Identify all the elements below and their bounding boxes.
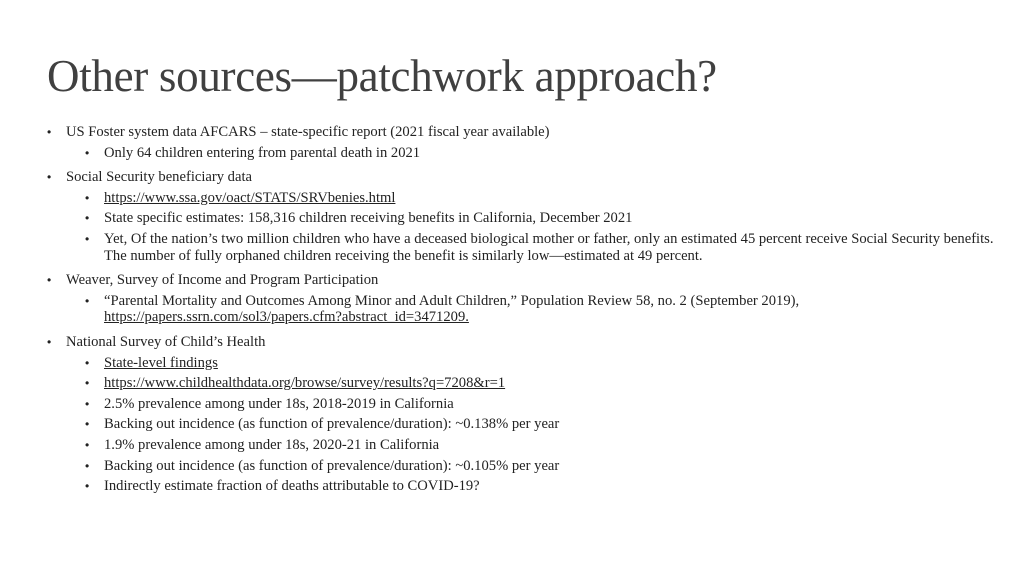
sub-bullet xyxy=(85,396,997,413)
sub-bullet xyxy=(85,437,997,454)
slide-body xyxy=(47,124,997,503)
sub-bullet-list xyxy=(66,190,997,264)
sub-bullet-list xyxy=(66,355,997,495)
sub-bullet-text: Yet, Of the nation’s two million children who have a deceased biological mother or father, only an estimated 45 percent receive Social Security benefits. The number of fully orphaned children receiving the benefit is similarly low—estimated at 49 percent. xyxy=(104,230,994,264)
sub-bullet-text: 2.5% prevalence among under 18s, 2018-2019 in California xyxy=(104,395,454,412)
sub-bullet xyxy=(85,375,997,392)
sub-bullet-list xyxy=(66,293,997,326)
bullet-text: National Survey of Child’s Health xyxy=(66,333,266,350)
childhealthdata-link[interactable]: https://www.childhealthdata.org/browse/survey/results?q=7208&r=1 xyxy=(104,375,506,392)
citation-text: “Parental Mortality and Outcomes Among Minor and Adult Children,” Population Review 58, no. 2 (September 2019), xyxy=(104,292,800,309)
sub-bullet-text: State specific estimates: 158,316 children receiving benefits in California, December 2021 xyxy=(104,210,633,227)
sub-bullet-text: Backing out incidence (as function of prevalence/duration): ~0.105% per year xyxy=(104,457,560,474)
bullet-text: Social Security beneficiary data xyxy=(66,169,252,186)
sub-bullet-text: Indirectly estimate fraction of deaths attributable to COVID-19? xyxy=(104,478,480,495)
sub-bullet xyxy=(85,416,997,433)
ssa-link[interactable]: https://www.ssa.gov/oact/STATS/SRVbenies.html xyxy=(104,189,396,206)
sub-bullet xyxy=(85,355,997,372)
bullet-nsch xyxy=(47,334,997,495)
state-level-findings-link[interactable]: State-level findings xyxy=(104,354,218,371)
sub-bullet xyxy=(85,458,997,475)
bullet-text: US Foster system data AFCARS – state-specific report (2021 fiscal year available) xyxy=(66,124,550,140)
sub-bullet xyxy=(85,145,997,162)
sub-bullet xyxy=(85,293,997,326)
sub-bullet-text: Backing out incidence (as function of prevalence/duration): ~0.138% per year xyxy=(104,416,560,433)
ssrn-link[interactable]: https://papers.ssrn.com/sol3/papers.cfm?abstract_id=3471209. xyxy=(104,309,469,326)
sub-bullet-text: Only 64 children entering from parental death in 2021 xyxy=(104,144,421,161)
sub-bullet xyxy=(85,190,997,207)
bullet-social-security xyxy=(47,169,997,264)
sub-bullet-list xyxy=(66,145,997,162)
bullet-afcars xyxy=(47,124,997,161)
sub-bullet-text: 1.9% prevalence among under 18s, 2020-21 in California xyxy=(104,436,440,453)
bullet-list xyxy=(47,124,997,495)
sub-bullet xyxy=(85,478,997,495)
bullet-weaver xyxy=(47,272,997,326)
slide-title: Other sources—patchwork approach? xyxy=(47,51,717,101)
sub-bullet xyxy=(85,231,997,264)
bullet-text: Weaver, Survey of Income and Program Participation xyxy=(66,272,379,289)
sub-bullet xyxy=(85,210,997,227)
